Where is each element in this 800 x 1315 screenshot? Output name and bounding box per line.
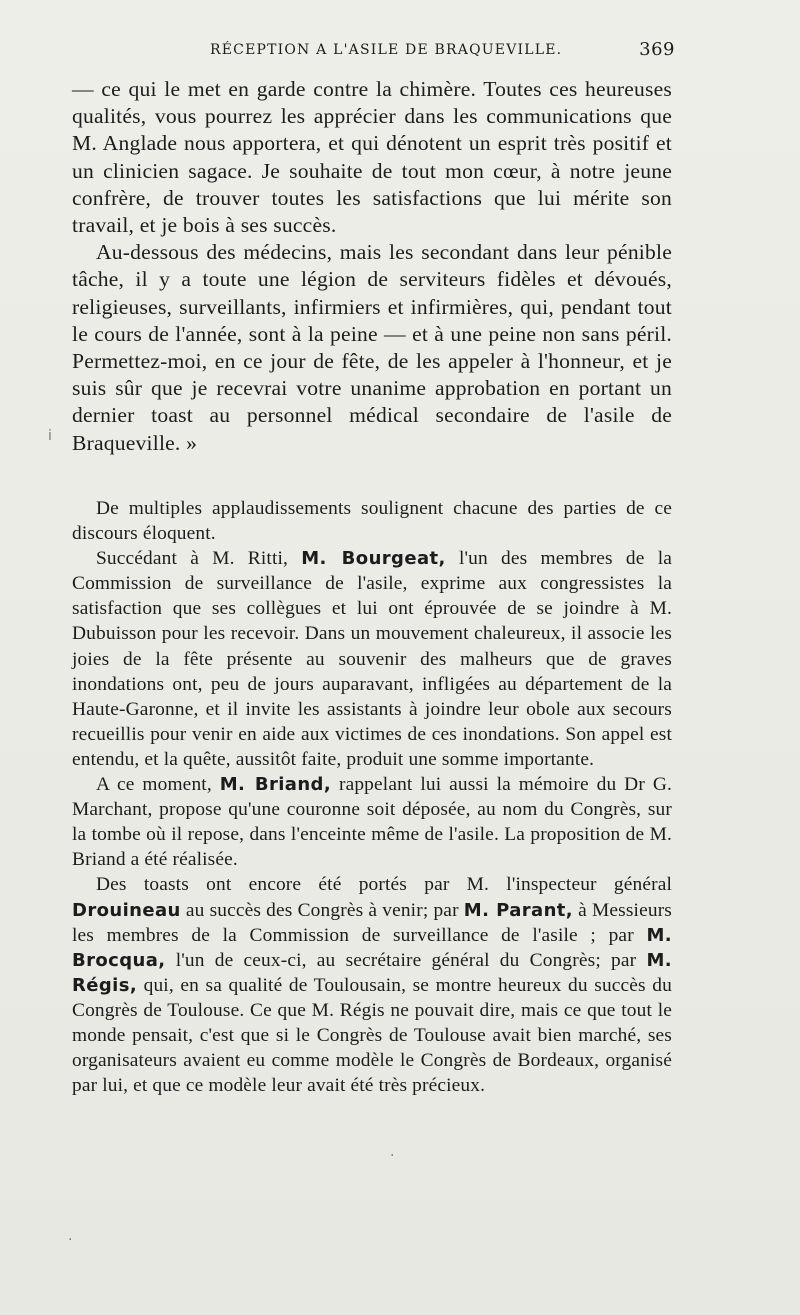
margin-speck: ⅰ [48, 428, 52, 444]
speech-quote [72, 76, 672, 457]
text-segment: l'un de ceux-ci, au secrétaire général du Congrès; par [165, 949, 647, 971]
ink-speck: · [390, 1148, 395, 1164]
speaker-name-brocqua: M. Brocqua, [72, 924, 672, 971]
text-segment: A ce moment, [96, 774, 220, 796]
text-segment: Des toasts ont encore été portés par M. l'inspecteur général [96, 874, 672, 896]
ink-speck: · [68, 1232, 73, 1248]
speech-paragraph-1: — ce qui le met en garde contre la chimère. Toutes ces heureuses qualités, vous pourrez les apprécier dans les communications que M. Anglade nous apportera, et qui dénotent un esprit très positif et un clinicien sagace. Je souhaite de tout mon cœur, à notre jeune confrère, de trouver toutes les satisfactions que lui mérite son travail, et je bois à ses succès. [72, 77, 672, 238]
text-segment: l'un des membres de la Commission de surveillance de l'asile, exprime aux congressistes la satisfaction que ses collègues et lui ont éprouvée de se joindre à M. Dubuisson pour les recevoir. Dans un mouvement chaleureux, il associe les joies de la fête présente au souvenir des malheurs que de graves inondations ont, peu de jours auparavant, infligées au département de la Haute-Garonne, et il invite les assistants à joindre leur obole aux secours recueillis pour venir en aide aux victimes de ces inondations. Son appel est entendu, et la quête, aussitôt faite, produit une somme importante. [72, 548, 672, 770]
text-segment: qui, en sa qualité de Toulousain, se montre heureux du succès du Congrès de Toulouse. Ce que M. Régis ne pouvait dire, mais ce que tout le monde pensait, c'est que si le Congrès de Toulouse avait bien marché, ses organisateurs avaient eu comme modèle le Congrès de Bordeaux, organisé par lui, et que ce modèle leur avait été très précieux. [72, 974, 672, 1097]
speaker-name-parant: M. Parant, [463, 899, 574, 921]
speaker-name-drouineau: Drouineau [72, 899, 181, 921]
report-paragraph-bourgeat [72, 546, 672, 772]
report-paragraph-toasts [72, 872, 672, 1098]
speech-paragraph-2: Au-dessous des médecins, mais les secondant dans leur pénible tâche, il y a toute une légion de serviteurs fidèles et dévoués, religieuses, surveillants, infirmiers et infirmières, qui, pendant tout le cours de l'année, sont à la peine — et à une peine non sans péril. Permettez-moi, en ce jour de fête, de les appeler à l'honneur, et je suis sûr que je recevrai votre unanime approbation en portant un dernier toast au personnel médical secondaire de l'asile de Braqueville. » [72, 240, 672, 455]
report-paragraph-briand [72, 772, 672, 872]
text-segment: rappelant lui aussi la mémoire du Dr G. Marchant, propose qu'une couronne soit déposée, au nom du Congrès, sur la tombe où il repose, dans l'enceinte même de l'asile. La proposition de M. Briand a été réalisée. [72, 774, 672, 871]
speaker-name-regis: M. Régis, [72, 949, 672, 996]
speaker-name-briand: M. Briand, [219, 774, 332, 796]
report-paragraph-applause: De multiples applaudissements soulignent chacune des parties de ce discours éloquent. [72, 498, 672, 545]
text-segment: au succès des Congrès à venir; par [180, 899, 464, 921]
speaker-name-bourgeat: M. Bourgeat, [301, 548, 446, 570]
running-head-title: RÉCEPTION A L'ASILE DE BRAQUEVILLE. [210, 42, 563, 58]
congress-report [72, 496, 672, 1098]
text-segment: à Messieurs les membres de la Commission de surveillance de l'asile ; par [72, 899, 672, 946]
page-number: 369 [639, 39, 675, 60]
text-segment: Succédant à M. Ritti, [96, 548, 302, 570]
